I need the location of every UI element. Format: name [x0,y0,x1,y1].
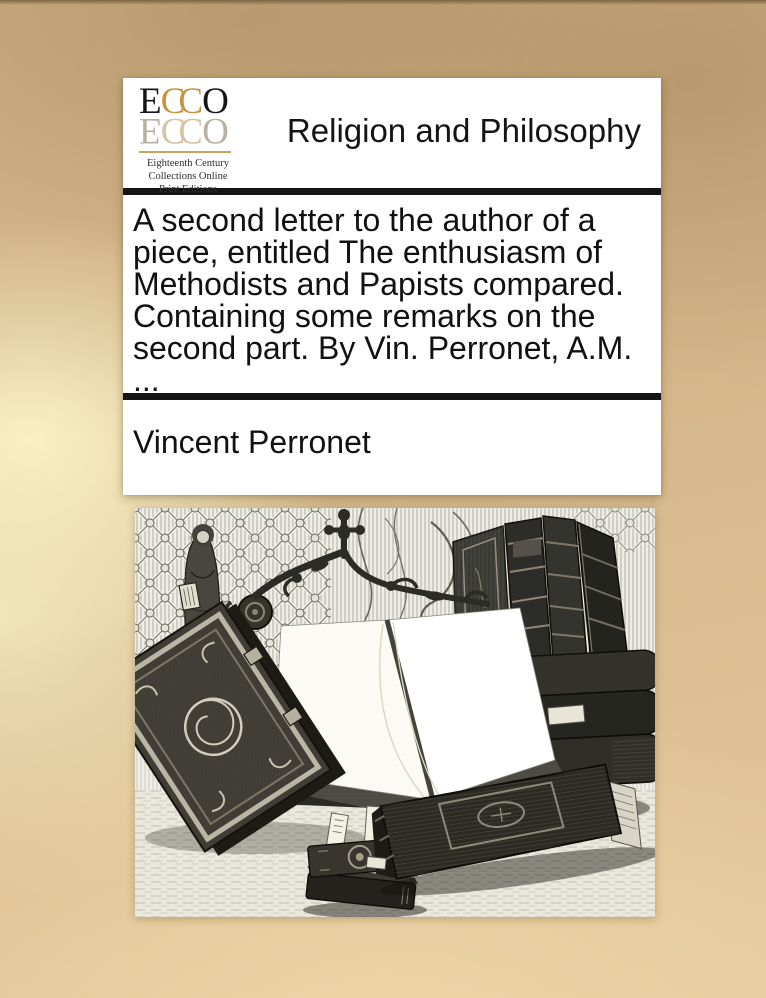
tagline-line: Collections Online [148,171,228,182]
logo-divider-rule [139,151,231,153]
logo-letter-c2: C [178,81,203,122]
title-line: ... [133,362,160,393]
panel-header [123,78,661,195]
logo-letter-c1: C [160,81,185,122]
engraving-svg [135,508,655,917]
logo-tagline [139,157,237,196]
title-line: piece, entitled The enthusiasm of [133,234,603,270]
cover-info-panel [123,78,661,495]
category-title: Religion and Philosophy [286,112,641,149]
tagline-line: Print Editions [158,184,218,195]
title-line: Containing some remarks on the [133,298,596,334]
ecco-logo [123,78,269,195]
book-title [123,195,661,393]
title-line: Methodists and Papists compared. [133,266,624,302]
ecco-logo-reflection: ECCO [139,110,228,151]
title-line: A second letter to the author of a [133,202,596,238]
title-line: second part. By Vin. Perronet, A.M. [133,330,633,366]
book-author: Vincent Perronet [133,424,371,460]
logo-letter-o: O [202,81,228,122]
tagline-line: Eighteenth Century [147,158,229,169]
logo-letter-e: E [139,81,161,122]
book-engraving-illustration [135,508,655,917]
divider-bar-bottom [123,393,661,400]
